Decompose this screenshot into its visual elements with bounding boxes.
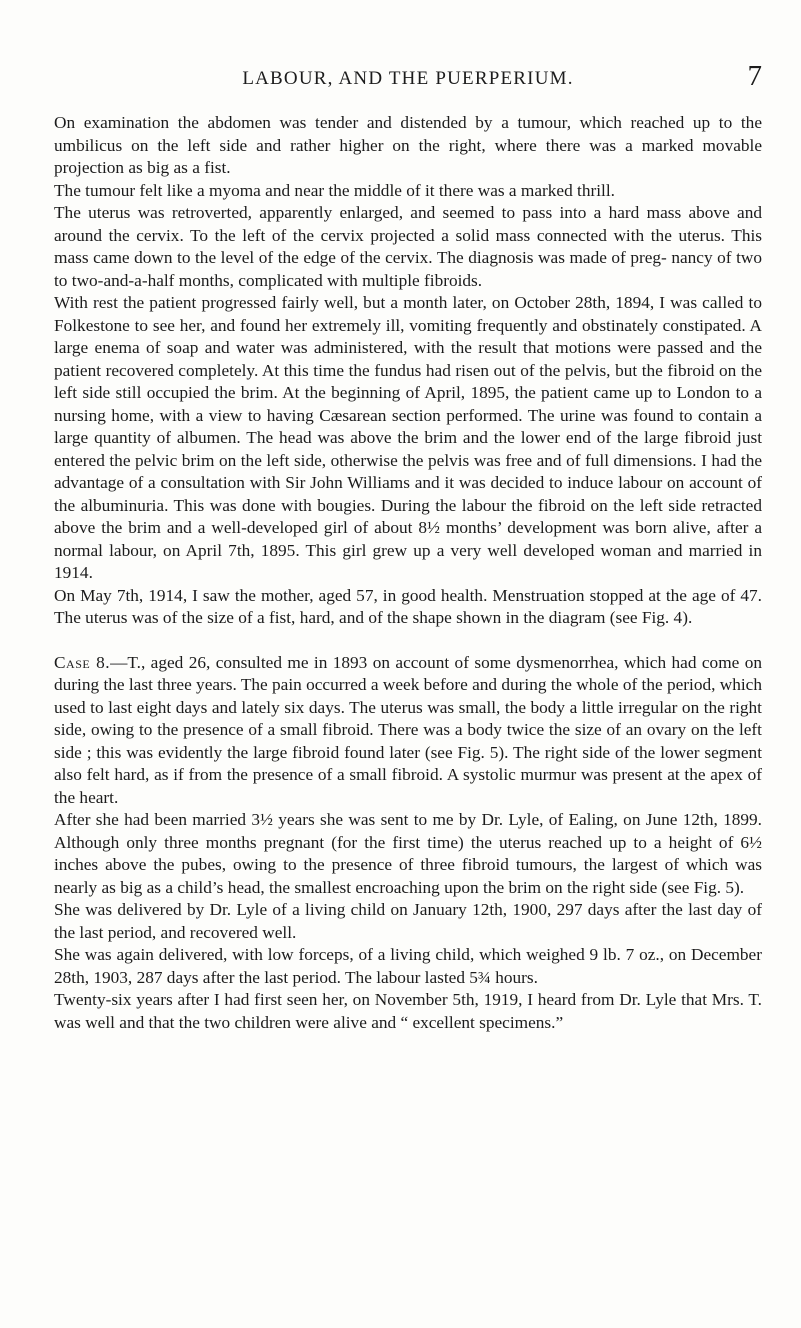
paragraph: She was again delivered, with low forceps, of a living child, which weighed 9 lb. 7 oz., on December 28th, 1903, 287 days after the last period. The labour lasted 5¾ hours. [54, 945, 762, 987]
running-title: LABOUR, AND THE PUERPERIUM. [242, 68, 574, 89]
paragraph: The tumour felt like a myoma and near the middle of it there was a marked thrill. [54, 180, 615, 200]
body-text [54, 112, 762, 1034]
case-label: Case 8. [54, 652, 111, 672]
paragraph: She was delivered by Dr. Lyle of a living child on January 12th, 1900, 297 days after the last day of the last period, and recovered well. [54, 900, 762, 942]
paragraph: The uterus was retroverted, apparently enlarged, and seemed to pass into a hard mass above and around the cervix. To the left of the cervix projected a solid mass connected with the uterus. This mass came down to the level of the edge of the cervix. The diagnosis was made of preg- nancy of two to two-and-a-half months, complicated with multiple fibroids. [54, 203, 762, 290]
paragraph: With rest the patient progressed fairly well, but a month later, on October 28th, 1894, I was called to Folkestone to see her, and found her extremely ill, vomiting frequently and obstinately constipated. A large enema of soap and water was administered, with the result that motions were passed and the patient recovered completely. At this time the fundus had risen out of the pelvis, but the fibroid on the left side still occupied the brim. At the beginning of April, 1895, the patient came up to London to a nursing home, with a view to having Cæsarean section performed. The urine was found to contain a large quantity of albumen. The head was above the brim and the lower end of the large fibroid just entered the pelvic brim on the left side, otherwise the pelvis was free and of full dimensions. I had the advantage of a consultation with Sir John Williams and it was decided to induce labour on account of the albuminuria. This was done with bougies. During the labour the fibroid on the left side retracted above the brim and a well-developed girl of about 8½ months’ development was born alive, after a normal labour, on April 7th, 1895. This girl grew up a very well developed woman and married in 1914. [54, 293, 762, 582]
paragraph: After she had been married 3½ years she was sent to me by Dr. Lyle, of Ealing, on June 12th, 1899. Although only three months pregnant (for the first time) the uterus reached up to a height of 6½ inches above the pubes, owing to the presence of three fibroid tumours, the largest of which was nearly as big as a child’s head, the smallest encroaching upon the brim on the right side (see Fig. 5). [54, 810, 762, 897]
running-head [54, 60, 762, 96]
paragraph: Twenty-six years after I had first seen her, on November 5th, 1919, I heard from Dr. Lyle that Mrs. T. was well and that the two children were alive and “ excellent specimens.” [54, 990, 762, 1032]
paragraph: On examination the abdomen was tender and distended by a tumour, which reached up to the umbilicus on the left side and rather higher on the right, where there was a marked movable projection as big as a fist. [54, 113, 762, 177]
paragraph: On May 7th, 1914, I saw the mother, aged 57, in good health. Menstruation stopped at the age of 47. The uterus was of the size of a fist, hard, and of the shape shown in the diagram (see Fig. 4). [54, 585, 762, 627]
case-paragraph [54, 652, 762, 810]
case-text: —T., aged 26, consulted me in 1893 on account of some dysmenorrhea, which had come on during the last three years. The pain occurred a week before and during the whole of the period, which used to last eight days and lately six days. The uterus was small, the body a little irregular on the right side, owing to the presence of a small fibroid. There was a body twice the size of an ovary on the left side ; this was evidently the large fibroid found later (see Fig. 5). The right side of the lower segment also felt hard, as if from the presence of a small fibroid. A systolic murmur was present at the apex of the heart. [54, 652, 762, 807]
page-number: 7 [747, 60, 762, 92]
